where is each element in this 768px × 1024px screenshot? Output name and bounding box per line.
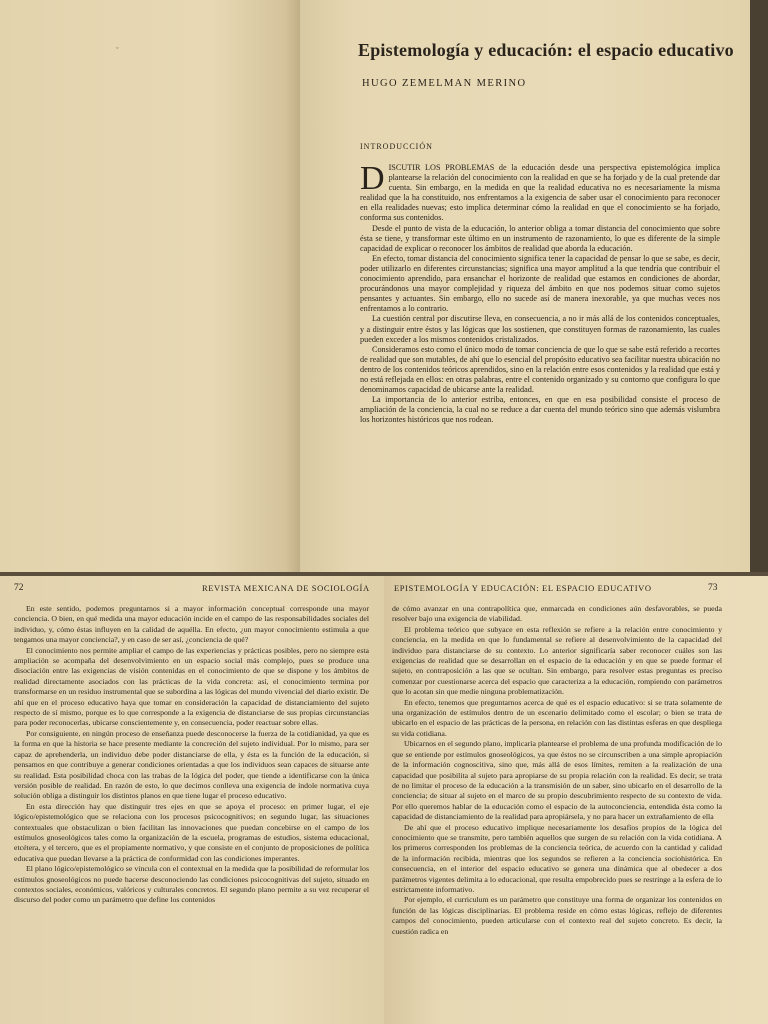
paragraph-text: ISCUTIR LOS PROBLEMAS de la educación desde una perspectiva epistemológica implica plantearse la relación del conocimiento con la realidad en que se ha forjado y de la cual pretende dar cuenta. Sin embargo, en la medida en que la realidad educativa no es necesariamente la misma realidad que la ha constituido, nos enfrentamos a la exigencia de saber usar el conocimiento para reconocer en ella realidades nuevas; esto implica determinar cómo la realidad en que el conocimiento se ha forjado, conforma sus contenidos. (360, 163, 720, 223)
article-title: Epistemología y educación: el espacio educativo (358, 40, 734, 60)
paragraph: Por consiguiente, en ningún proceso de enseñanza puede desconocerse la fuerza de la cotidianidad, ya que es la forma en que la historia se hace presente mediante la concreción del sujeto individual. Por lo mismo, para ser capaz de aprehenderla, un individuo debe poder distanciarse de ella, y ésta es la función de la educación, si pensamos en que contribuye a generar condiciones orientadas a que los individuos sean capaces de situarse ante su realidad. Esta posibilidad choca con las trabas de la lógica del poder, que tiende a identificarse con la única versión posible de realidad. En razón de esto, lo que decimos conlleva una exigencia de índole normativa cuya solución obliga a distinguir los distintos planos en que tiene lugar el proceso educativo. (14, 728, 369, 801)
paragraph: El conocimiento nos permite ampliar el campo de las experiencias y prácticas posibles, pero no siempre esta ampliación se acompaña del desenvolvimiento en un espacio social más complejo, pues se produce una disociación entre las exigencias de visión contenidas en el conocimiento de que se dispone y los ámbitos de realidad directamente asociados con las prácticas de la vida concreta: así, el conocimiento termina por transformarse en un residuo instrumental que se subordina a las lógicas del mundo vivencial del diario existir. De ahí que en el proceso educativo haya que tomar en consideración la capacidad de distanciamiento del sujeto respecto de sí mismo, porque es lo que corresponde a la exigencia de distanciarse de sus propias circunstancias para poder reconocerlas, ubicarse conscientemente y, en consecuencia, poder reactuar sobre ellas. (14, 645, 369, 728)
paragraph (360, 160, 720, 224)
page-73-body (392, 604, 722, 937)
paragraph: La cuestión central por discutirse lleva, en consecuencia, a no ir más allá de los contenidos conceptuales, y a distinguir entre éstos y las lógicas que los sostienen, que constituyen formas de razonamiento, las cuales pueden exceder a los mismos contenidos cristalizados. (360, 314, 720, 344)
paragraph: En este sentido, podemos preguntarnos si a mayor información conceptual corresponde una mayor conciencia. O bien, en qué medida una mayor educación incide en el campo de las responsabilidades sociales del individuo, y, cómo éstas influyen en la calidad de aquélla. En efecto, ¿un mayor conocimiento estimula a que tengamos una mayor conciencia?, y en caso de ser así, ¿conciencia de qué? (14, 604, 369, 645)
previous-page-blank (0, 0, 300, 572)
drop-cap: D (360, 160, 385, 197)
paragraph: Por ejemplo, el curriculum es un parámetro que constituye una forma de organizar los contenidos en función de las lógicas disciplinarias. El problema reside en cómo estas lógicas, reflejo de diferentes campos del conocimiento, pueden articularse con el contexto real del sujeto concreto. Es decir, la cuestión radica en (392, 895, 722, 936)
paragraph: El problema teórico que subyace en esta reflexión se refiere a la relación entre conocimiento y conciencia, en la medida en que lo fundamental se refiere al desenvolvimiento de la capacidad del individuo para distanciarse de su contexto. Lo anterior significaría saber reconocer cuáles son las exigencias de realidad que se desarrollan en el espacio de la educación y en que se puede formar el sujeto, en contraposición a las que se ocultan. Sin embargo, para resolver estas preguntas es preciso comenzar por cuestionarse acerca del espacio que caracteriza a la educación, rompiendo con parámetros que lo acotan sin que medie ninguna problematización. (392, 624, 722, 697)
paragraph: Consideramos esto como el único modo de tomar conciencia de que lo que se sabe está referido a recortes de realidad que son mutables, de ahí que lo esencial del propósito educativo sea facilitar nuestra ubicación no dentro de los contenidos teóricos aprendidos, sino en la relación entre esos contenidos y la realidad que está y no está reflejada en ellos: en otras palabras, entre el contenido organizado y su contorno que configura lo que denominamos capacidad de ubicarse ante la realidad. (360, 344, 720, 395)
paragraph: En esta dirección hay que distinguir tres ejes en que se apoya el proceso: en primer lugar, el eje lógico/epistemológico que se relaciona con los procesos psicocognitivos; en segundo lugar, las situaciones contextuales que obstaculizan o bien facilitan las innovaciones que puedan concebirse en el campo de los estímulos gnoseológicos tales como la organización de la escuela, programas de estudios, sistema educacional, etcétera, y el tercero, que es el propiamente normativo, y que consiste en el conjunto de proposiciones de política educativa que puedan llevarse a la práctica de conformidad con las condiciones imperantes. (14, 801, 369, 863)
page-72-body (14, 604, 369, 906)
paragraph: La importancia de lo anterior estriba, entonces, en que en esa posibilidad consiste el proceso de ampliación de la conciencia, la cual no se reduce a dar cuenta del mundo teórico sino que además vislumbra los horizontes históricos que nos rodean. (360, 395, 720, 425)
article-first-page (300, 0, 750, 572)
paragraph: De ahí que el proceso educativo implique necesariamente los desafíos propios de la lógica del conocimiento que se transmite, pero también aquellos que surgen de su relación con la vida cotidiana. A los primeros corresponden los problemas de la conciencia teórica, de acuerdo con la cantidad y calidad de la información recibida, mientras que los segundos se refieren a la conciencia sociohistórica. En consecuencia, en el interior del espacio educativo se genera una dinámica que al obedecer a dos parámetros vigentes delimita a lo educacional, que resulta empobrecido pues se restringe a la esfera de lo estrictamente informativo. (392, 822, 722, 894)
book-edge (750, 0, 768, 572)
paragraph: En efecto, tomar distancia del conocimiento significa tener la capacidad de pensar lo que se sabe, es decir, poder utilizarlo en diferentes circunstancias; significa una mayor amplitud a la que tendría que contribuir el conocimiento aprendido, para ensanchar el horizonte de realidad que estamos en condiciones de abordar, procurándonos una mayor complejidad y riqueza del ámbito en que nos podemos situar como sujetos pensantes y actuantes. Sin embargo, ello no sucede así de manera inexorable, ya que muchas veces nos enfrentamos a lo contrario. (360, 253, 720, 314)
running-head-left: REVISTA MEXICANA DE SOCIOLOGÍA (202, 583, 370, 593)
page-number-left: 72 (14, 583, 24, 593)
section-heading: INTRODUCCIÓN (360, 142, 433, 151)
article-author: HUGO ZEMELMAN MERINO (362, 78, 527, 89)
paragraph: de cómo avanzar en una contrapolítica que, enmarcada en condiciones aún desfavorables, se pueda resolver bajo una exigencia de viabilidad. (392, 604, 722, 624)
running-head-right: EPISTEMOLOGÍA Y EDUCACIÓN: EL ESPACIO EDUCATIVO (394, 583, 652, 593)
paragraph: El plano lógico/epistemológico se vincula con el contextual en la medida que la posibilidad de reformular los estímulos gnoseológicos no puede hacerse desconociendo las condiciones psicocognitivas del sujeto, situado en contextos sociales, económicos, valóricos y culturales concretos. El segundo plano permite a su vez recuperar el discurso del poder como un parámetro que define los contenidos (14, 864, 369, 905)
paragraph: Desde el punto de vista de la educación, lo anterior obliga a tomar distancia del conocimiento que sobre ésta se tiene, y transformar este último en un instrumento de razonamiento, lo que es diferente de la simple capacidad de explicar o reconocer los ámbitos de realidad que aborda la educación. (360, 223, 720, 253)
intro-body (360, 160, 720, 425)
page-speck: ˇ (116, 46, 119, 55)
paragraph: En efecto, tenemos que preguntarnos acerca de qué es el espacio educativo: si se trata solamente de una organización de estímulos dentro de un escenario delimitado como el escolar; o bien se trata de ubicarlo en el espacio de las prácticas de la persona, en relación con las distintas esferas en que despliega su vida cotidiana. (392, 697, 722, 738)
paragraph: Ubicarnos en el segundo plano, implicaría plantearse el problema de una profunda modificación de lo que se entiende por estímulos gnoseológicos, ya que éstos no se circunscriben a una simple apropiación de la información cognoscitiva, sino que, más allá de esos límites, remiten a la realización de una capacidad que posibilita al sujeto para apropiarse de su propia relación con la realidad. Es decir, se trata de no limitar el proceso de la educación a la transmisión de un saber, sino ubicarlo en el desarrollo de la conciencia; de situar al sujeto en el marco de su propio descubrimiento respecto de su contexto de vida. Por ello queremos hablar de la educación como el espacio de la autoconciencia, entendida ésta como la capacidad de distanciamiento de la realidad para apropiársela, y no para hacer un extrañamiento de ella (392, 739, 722, 822)
page-number-right: 73 (708, 583, 718, 593)
